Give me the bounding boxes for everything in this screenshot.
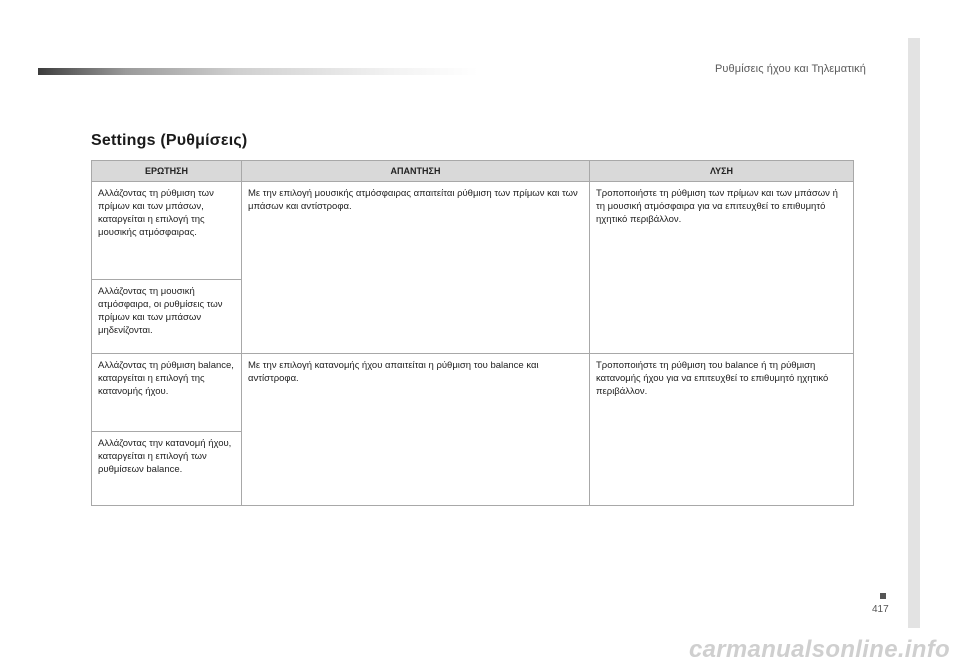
running-head: Ρυθμίσεις ήχου και Τηλεματική (715, 63, 866, 75)
table-row (92, 182, 854, 280)
faq-table (91, 160, 854, 506)
page-number: 417 (872, 604, 889, 615)
answer-cell: Με την επιλογή μουσικής ατμόσφαιρας απαιτείται ρύθμιση των πρίμων και των μπάσων και αντίστροφα. (242, 182, 590, 354)
answer-cell: Με την επιλογή κατανομής ήχου απαιτείται η ρύθμιση του balance και αντίστροφα. (242, 354, 590, 506)
question-cell: Αλλάζοντας τη ρύθμιση balance, καταργείται η επιλογή της κατανομής ήχου. (92, 354, 242, 432)
header-gradient-bar (38, 68, 478, 75)
table-header-row (92, 161, 854, 182)
column-header-answer: ΑΠΑΝΤΗΣΗ (242, 161, 590, 182)
side-tab-strip (908, 38, 920, 628)
section-title: Settings (Ρυθμίσεις) (91, 132, 248, 149)
page-marker-square (880, 593, 886, 599)
column-header-solution: ΛΥΣΗ (590, 161, 854, 182)
question-cell: Αλλάζοντας τη μουσική ατμόσφαιρα, οι ρυθμίσεις των πρίμων και των μπάσων μηδενίζονται. (92, 280, 242, 354)
column-header-question: ΕΡΩΤΗΣΗ (92, 161, 242, 182)
watermark: carmanualsonline.info (688, 636, 950, 663)
question-cell: Αλλάζοντας τη ρύθμιση των πρίμων και των μπάσων, καταργείται η επιλογή της μουσικής ατμόσφαιρας. (92, 182, 242, 280)
question-cell: Αλλάζοντας την κατανομή ήχου, καταργείται η επιλογή των ρυθμίσεων balance. (92, 432, 242, 506)
solution-cell: Τροποποιήστε τη ρύθμιση του balance ή τη ρύθμιση κατανομής ήχου για να επιτευχθεί το επιθυμητό ηχητικό περιβάλλον. (590, 354, 854, 506)
table-row (92, 354, 854, 432)
solution-cell: Τροποποιήστε τη ρύθμιση των πρίμων και των μπάσων ή τη μουσική ατμόσφαιρα για να επιτευχθεί το επιθυμητό ηχητικό περιβάλλον. (590, 182, 854, 354)
